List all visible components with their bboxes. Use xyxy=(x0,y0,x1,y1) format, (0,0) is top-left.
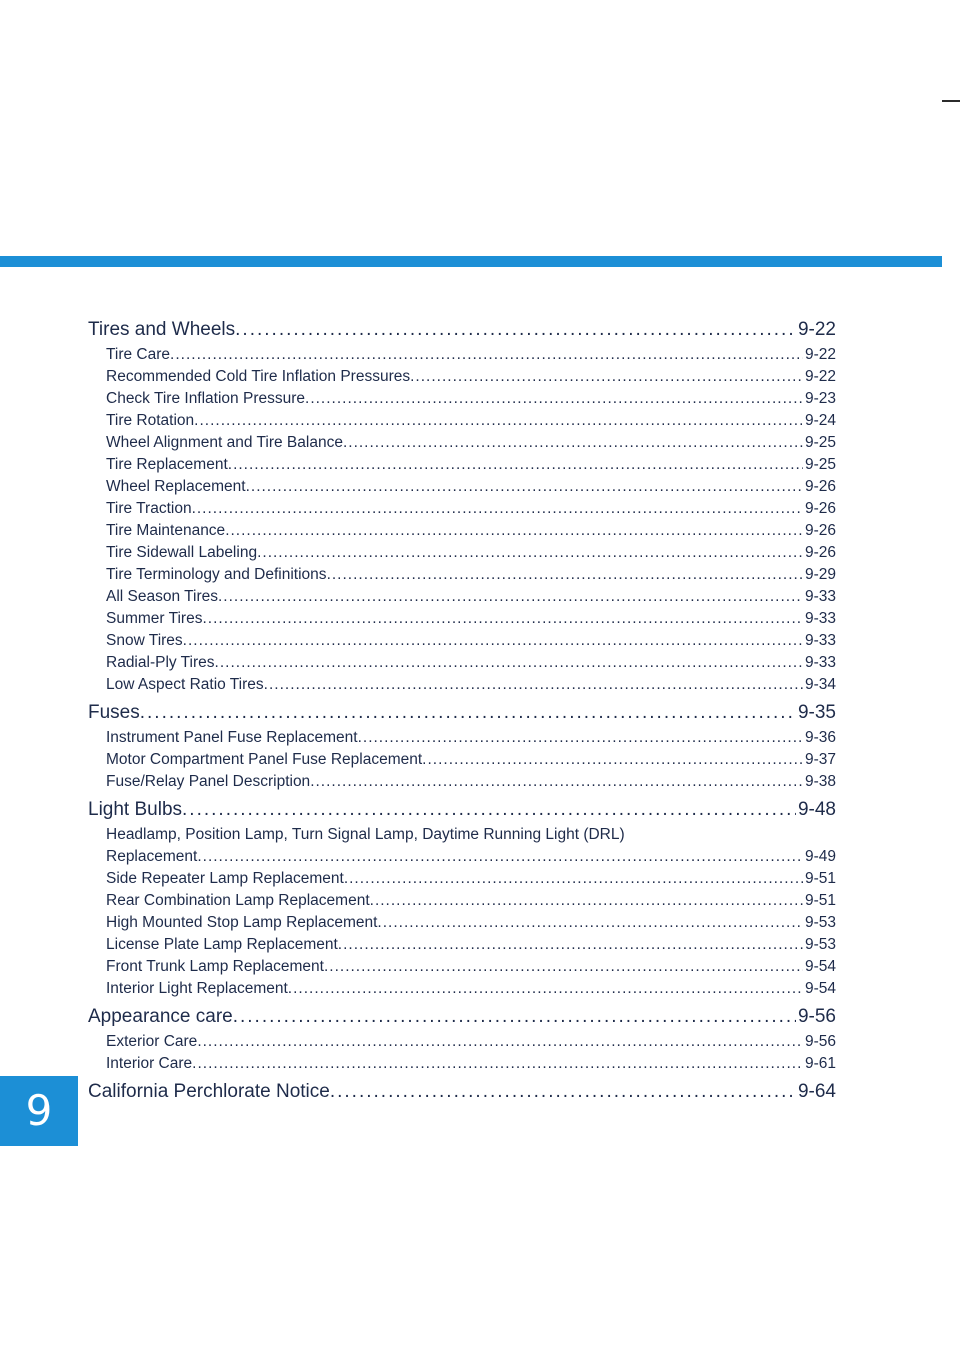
toc-entry-page-number: 9-25 xyxy=(804,434,836,451)
toc-entry-page-number: 9-23 xyxy=(804,390,836,407)
toc-entry-title: Replacement xyxy=(106,848,198,865)
toc-entry-title: Front Trunk Lamp Replacement xyxy=(106,958,324,975)
toc-section-title: Light Bulbs xyxy=(88,799,183,820)
toc-entry-title: Wheel Replacement xyxy=(106,478,246,495)
toc-entry[interactable] xyxy=(88,890,836,912)
header-accent-bar xyxy=(0,256,942,267)
toc-entry[interactable] xyxy=(88,388,836,410)
toc-entry-page-number: 9-33 xyxy=(804,610,836,627)
toc-entry[interactable] xyxy=(88,366,836,388)
toc-entry-page-number: 9-38 xyxy=(804,773,836,790)
dot-leader xyxy=(192,498,803,520)
dot-leader xyxy=(197,846,803,868)
dot-leader xyxy=(257,542,803,564)
dot-leader xyxy=(410,366,803,388)
toc-entry[interactable] xyxy=(88,498,836,520)
toc-entry[interactable] xyxy=(88,476,836,498)
toc-entry[interactable] xyxy=(88,454,836,476)
dot-leader xyxy=(246,476,803,498)
toc-section-title: Fuses xyxy=(88,702,140,723)
toc-entry-title: Exterior Care xyxy=(106,1033,198,1050)
dot-leader xyxy=(140,699,796,727)
toc-entry[interactable] xyxy=(88,608,836,630)
toc-entry[interactable] xyxy=(88,749,836,771)
toc-entry[interactable] xyxy=(88,1053,836,1075)
toc-entry-line1[interactable]: Headlamp, Position Lamp, Turn Signal Lamp, Daytime Running Light (DRL) xyxy=(106,826,625,843)
dot-leader xyxy=(288,978,803,1000)
toc-section-title: Appearance care xyxy=(88,1006,233,1027)
corner-crop-mark xyxy=(942,100,960,102)
toc-section[interactable] xyxy=(88,316,836,344)
toc-entry-page-number: 9-24 xyxy=(804,412,836,429)
toc-entry-title: Rear Combination Lamp Replacement xyxy=(106,892,370,909)
toc-entry-page-number: 9-26 xyxy=(804,522,836,539)
toc-entry-title: License Plate Lamp Replacement xyxy=(106,936,338,953)
dot-leader xyxy=(377,912,803,934)
toc-entry-page-number: 9-25 xyxy=(804,456,836,473)
toc-entry-page-number: 9-26 xyxy=(804,500,836,517)
toc-entry-title: Tire Maintenance xyxy=(106,522,226,539)
dot-leader xyxy=(192,1053,803,1075)
toc-entry-title: Low Aspect Ratio Tires xyxy=(106,676,264,693)
toc-entry[interactable] xyxy=(88,1031,836,1053)
toc-entry-page-number: 9-53 xyxy=(804,914,836,931)
toc-entry-page-number: 9-33 xyxy=(804,632,836,649)
toc-entry-page-number: 9-29 xyxy=(804,566,836,583)
dot-leader xyxy=(170,344,803,366)
toc-entry[interactable] xyxy=(88,956,836,978)
toc-entry[interactable] xyxy=(88,432,836,454)
toc-entry-title: Interior Care xyxy=(106,1055,193,1072)
toc-entry-title: Motor Compartment Panel Fuse Replacement xyxy=(106,751,423,768)
toc-entry-page-number: 9-26 xyxy=(804,478,836,495)
dot-leader xyxy=(182,796,796,824)
toc-entry[interactable] xyxy=(88,520,836,542)
toc-entry-page-number: 9-33 xyxy=(804,654,836,671)
dot-leader xyxy=(422,749,803,771)
dot-leader xyxy=(338,934,803,956)
toc-entry-title: Instrument Panel Fuse Replacement xyxy=(106,729,358,746)
table-of-contents xyxy=(88,316,836,1106)
toc-section-title: Tires and Wheels xyxy=(88,319,236,340)
toc-entry-title: Wheel Alignment and Tire Balance xyxy=(106,434,343,451)
toc-entry-page-number: 9-56 xyxy=(804,1033,836,1050)
toc-section-page-number: 9-22 xyxy=(797,319,836,340)
toc-entry[interactable] xyxy=(88,868,836,890)
toc-entry-title: Summer Tires xyxy=(106,610,203,627)
toc-entry-title: Tire Traction xyxy=(106,500,192,517)
toc-section-page-number: 9-56 xyxy=(797,1006,836,1027)
toc-entry[interactable] xyxy=(88,912,836,934)
toc-entry[interactable] xyxy=(88,586,836,608)
dot-leader xyxy=(183,630,803,652)
toc-entry-title: Interior Light Replacement xyxy=(106,980,288,997)
toc-entry-title: Tire Replacement xyxy=(106,456,228,473)
toc-entry-page-number: 9-36 xyxy=(804,729,836,746)
toc-section-page-number: 9-64 xyxy=(797,1081,836,1102)
dot-leader xyxy=(370,890,803,912)
dot-leader xyxy=(324,956,803,978)
chapter-tab[interactable] xyxy=(0,1076,78,1146)
chapter-number: 9 xyxy=(25,1086,53,1135)
toc-entry[interactable] xyxy=(88,934,836,956)
dot-leader xyxy=(218,586,803,608)
dot-leader xyxy=(202,608,803,630)
toc-entry-title: Check Tire Inflation Pressure xyxy=(106,390,306,407)
toc-entry-page-number: 9-22 xyxy=(804,368,836,385)
dot-leader xyxy=(215,652,803,674)
toc-entry-page-number: 9-61 xyxy=(804,1055,836,1072)
toc-entry[interactable] xyxy=(88,564,836,586)
toc-entry-page-number: 9-34 xyxy=(804,676,836,693)
dot-leader xyxy=(194,410,803,432)
toc-entry[interactable] xyxy=(88,771,836,793)
toc-entry[interactable] xyxy=(88,846,836,868)
toc-entry-title: Side Repeater Lamp Replacement xyxy=(106,870,344,887)
toc-section-page-number: 9-35 xyxy=(797,702,836,723)
toc-entry-page-number: 9-22 xyxy=(804,346,836,363)
toc-entry[interactable] xyxy=(88,630,836,652)
dot-leader xyxy=(343,432,803,454)
toc-section[interactable] xyxy=(88,699,836,727)
toc-section-title: California Perchlorate Notice xyxy=(88,1081,330,1102)
toc-entry[interactable] xyxy=(88,344,836,366)
dot-leader xyxy=(233,1003,796,1031)
toc-entry-page-number: 9-51 xyxy=(804,892,836,909)
toc-entry[interactable] xyxy=(88,727,836,749)
dot-leader xyxy=(264,674,803,696)
dot-leader xyxy=(228,454,803,476)
toc-entry[interactable] xyxy=(88,652,836,674)
dot-leader xyxy=(235,316,796,344)
toc-section[interactable] xyxy=(88,1003,836,1031)
dot-leader xyxy=(225,520,803,542)
toc-entry-page-number: 9-37 xyxy=(804,751,836,768)
toc-entry[interactable] xyxy=(88,674,836,696)
toc-entry-page-number: 9-54 xyxy=(804,980,836,997)
dot-leader xyxy=(358,727,803,749)
dot-leader xyxy=(305,388,803,410)
toc-entry-page-number: 9-51 xyxy=(804,870,836,887)
toc-entry-title: Fuse/Relay Panel Description xyxy=(106,773,311,790)
toc-section[interactable] xyxy=(88,796,836,824)
toc-entry[interactable] xyxy=(88,978,836,1000)
toc-entry[interactable] xyxy=(88,542,836,564)
toc-entry-page-number: 9-49 xyxy=(804,848,836,865)
toc-entry-title: High Mounted Stop Lamp Replacement xyxy=(106,914,378,931)
toc-entry-page-number: 9-33 xyxy=(804,588,836,605)
dot-leader xyxy=(197,1031,803,1053)
toc-section-page-number: 9-48 xyxy=(797,799,836,820)
toc-entry-page-number: 9-26 xyxy=(804,544,836,561)
dot-leader xyxy=(330,1078,796,1106)
dot-leader xyxy=(310,771,803,793)
dot-leader xyxy=(327,564,803,586)
toc-entry-title: Tire Rotation xyxy=(106,412,195,429)
toc-entry-title: Tire Terminology and Definitions xyxy=(106,566,327,583)
toc-entry-page-number: 9-54 xyxy=(804,958,836,975)
toc-section[interactable] xyxy=(88,1078,836,1106)
toc-entry[interactable] xyxy=(88,410,836,432)
toc-entry-page-number: 9-53 xyxy=(804,936,836,953)
toc-entry-title: Snow Tires xyxy=(106,632,183,649)
toc-entry-title: Recommended Cold Tire Inflation Pressures xyxy=(106,368,411,385)
dot-leader xyxy=(344,868,803,890)
toc-entry-title: Tire Sidewall Labeling xyxy=(106,544,258,561)
toc-entry-title: Tire Care xyxy=(106,346,171,363)
toc-entry-title: All Season Tires xyxy=(106,588,218,605)
toc-entry-title: Radial-Ply Tires xyxy=(106,654,215,671)
